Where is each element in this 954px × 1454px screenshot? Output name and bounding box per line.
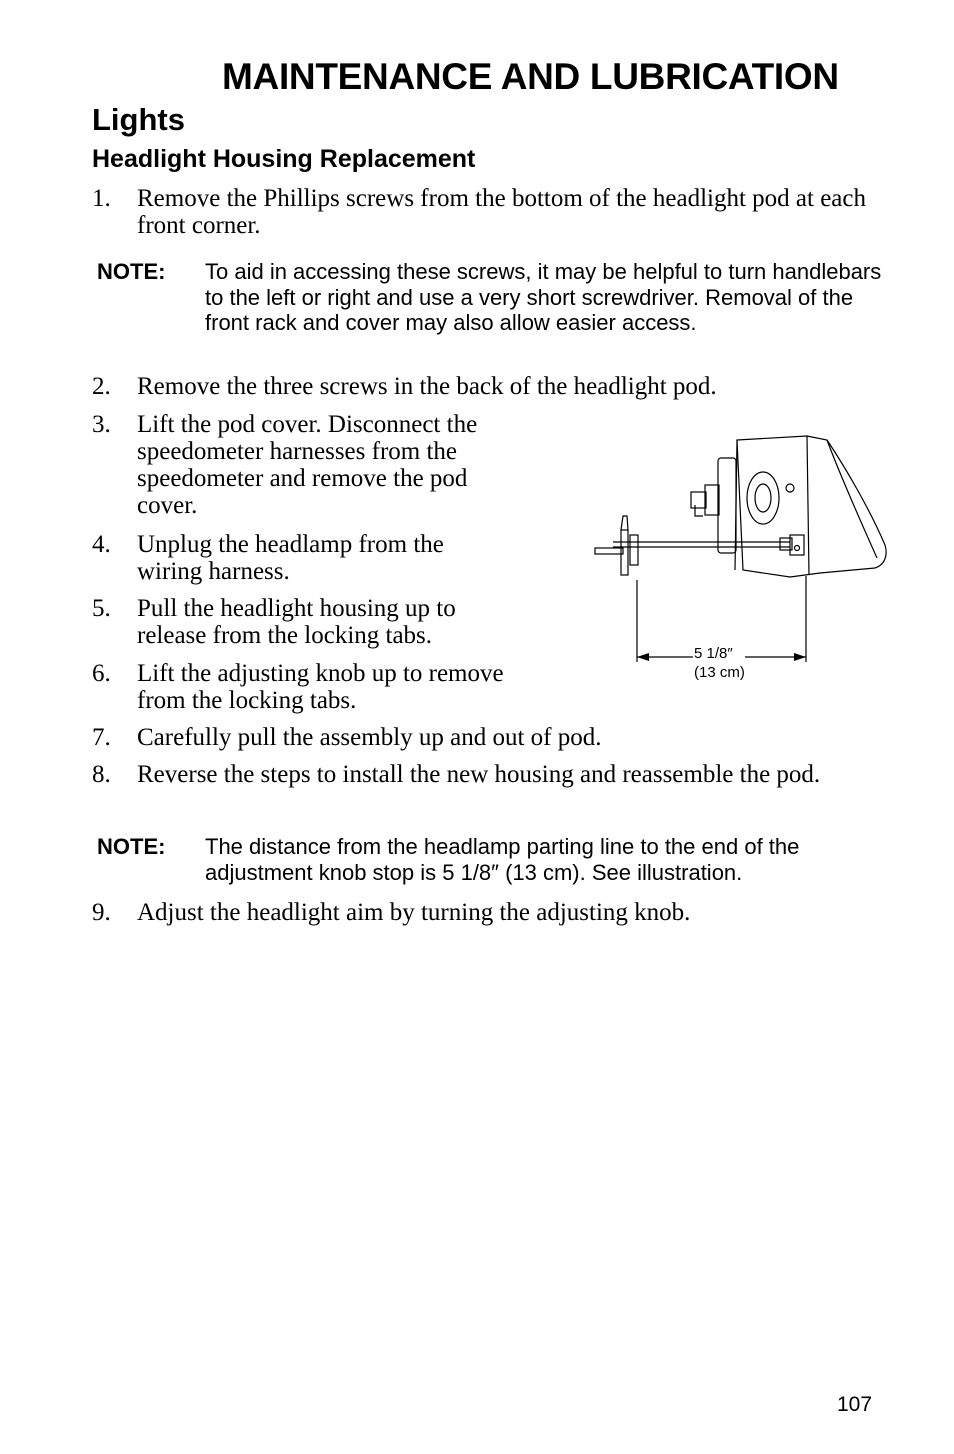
step-number: 8.: [92, 761, 111, 788]
step-text: Remove the three screws in the back of the headlight pod.: [137, 373, 717, 400]
step-2: [92, 373, 892, 400]
page-number: 107: [837, 1393, 873, 1416]
step-number: 6.: [92, 660, 111, 687]
note-label: NOTE:: [97, 259, 166, 284]
step-number: 2.: [92, 373, 111, 400]
chapter-title: MAINTENANCE AND LUBRICATION: [222, 56, 839, 97]
step-text: Unplug the headlamp from the wiring harness.: [137, 531, 444, 585]
step-number: 3.: [92, 411, 111, 438]
step-number: 1.: [92, 185, 111, 212]
step-5: [92, 595, 512, 649]
note-text: To aid in accessing these screws, it may be helpful to turn handlebars to the left or right and use a very short screwdriver. Removal of the front rack and cover may also allow easier access.: [205, 259, 882, 335]
section-title: Lights: [92, 102, 185, 137]
note-label: NOTE:: [97, 834, 166, 859]
step-text: Pull the headlight housing up to release from the locking tabs.: [137, 595, 456, 649]
step-8: [92, 761, 882, 788]
step-3: [92, 411, 512, 519]
step-number: 4.: [92, 531, 111, 558]
step-text: Reverse the steps to install the new housing and reassemble the pod.: [137, 761, 821, 788]
step-4: [92, 531, 512, 585]
note-1: [97, 259, 887, 336]
step-6: [92, 660, 512, 714]
step-text: Carefully pull the assembly up and out of pod.: [137, 724, 602, 751]
step-text: Remove the Phillips screws from the bottom of the headlight pod at each front corner.: [137, 185, 867, 239]
step-text: Lift the adjusting knob up to remove from the locking tabs.: [137, 660, 504, 714]
step-7: [92, 724, 892, 751]
dimension-inches-label: 5 1/8″: [694, 645, 733, 662]
step-number: 9.: [92, 899, 111, 926]
step-number: 5.: [92, 595, 111, 622]
subsection-title: Headlight Housing Replacement: [92, 145, 476, 173]
step-text: Lift the pod cover. Disconnect the speedometer harnesses from the speedometer and remove the pod cover.: [137, 411, 478, 519]
step-text: Adjust the headlight aim by turning the adjusting knob.: [137, 899, 691, 926]
step-1: [92, 185, 882, 239]
step-9: [92, 899, 892, 926]
dimension-cm-label: (13 cm): [694, 664, 745, 681]
headlight-assembly-illustration: [585, 430, 895, 690]
step-number: 7.: [92, 724, 111, 751]
note-text: The distance from the headlamp parting line to the end of the adjustment knob stop is 5 1/8″ (13 cm). See illustration.: [205, 834, 800, 885]
note-2: [97, 834, 897, 885]
